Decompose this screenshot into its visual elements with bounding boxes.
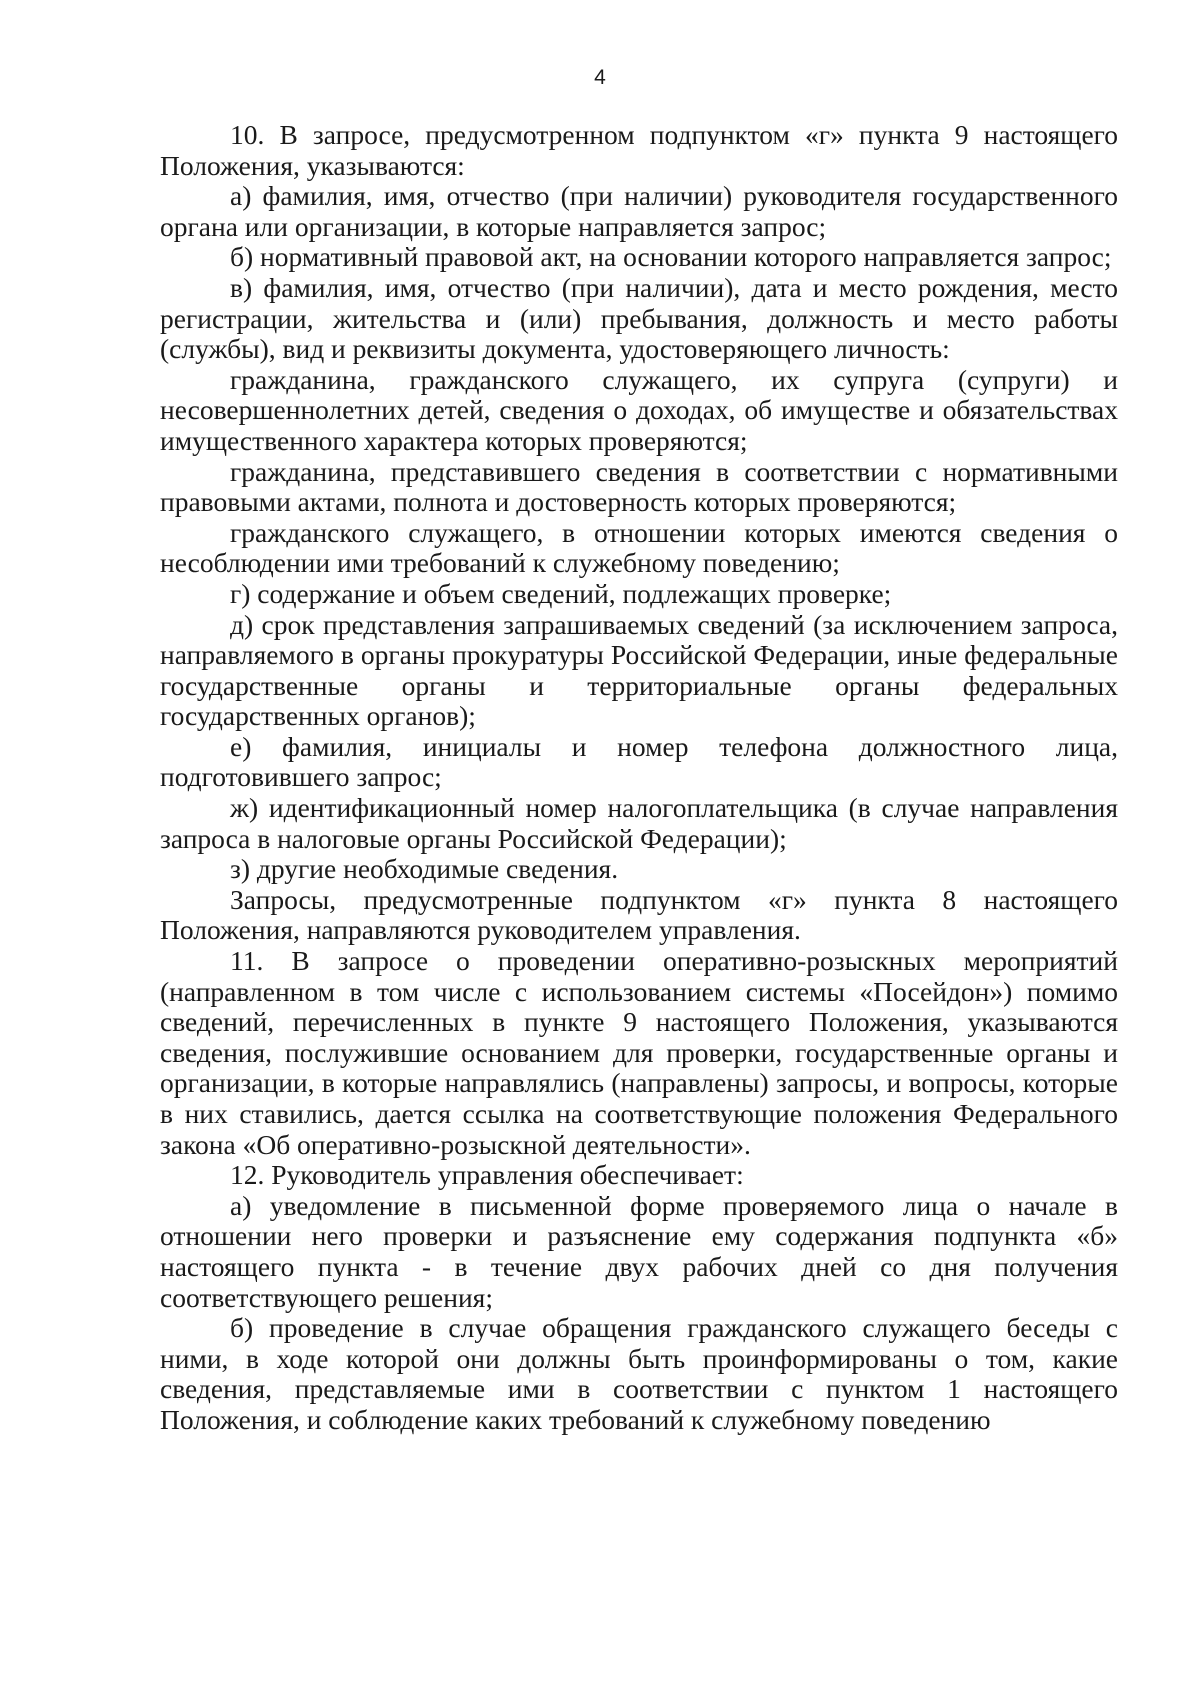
paragraph-10-d: д) срок представления запрашиваемых сведений (за исключением запроса, направляемого в органы прокуратуры Российской Федерации, иные федеральные государственные органы и территориальные органы федеральных государственных органов);: [160, 608, 1118, 732]
paragraph-10-v: в) фамилия, имя, отчество (при наличии), дата и место рождения, место регистрации, жительства и (или) пребывания, должность и место работы (службы), вид и реквизиты документа, удостоверяющего личность:: [160, 271, 1118, 365]
paragraph-10-v-citizen-info: гражданина, представившего сведения в соответствии с нормативными правовыми актами, полнота и достоверность которых проверяются;: [160, 455, 1118, 518]
paragraph-10-a: а) фамилия, имя, отчество (при наличии) руководителя государственного органа или организации, в которые направляется запрос;: [160, 180, 1118, 242]
paragraph-10-g: г) содержание и объем сведений, подлежащих проверке;: [230, 577, 892, 609]
paragraph-12-intro: 12. Руководитель управления обеспечивает:: [230, 1159, 744, 1191]
paragraph-10-zh: ж) идентификационный номер налогоплательщика (в случае направления запроса в налоговые органы Российской Федерации);: [160, 792, 1118, 854]
paragraph-10-v-citizen-spouse: гражданина, гражданского служащего, их супруга (супруги) и несовершеннолетних детей, сведения о доходах, об имуществе и обязательствах имущественного характера которых проверяются;: [160, 363, 1118, 456]
paragraph-10-b: б) нормативный правовой акт, на основании которого направляется запрос;: [230, 241, 1112, 273]
document-body: [160, 120, 1118, 1436]
paragraph-12-b: б) проведение в случае обращения гражданского служащего беседы с ними, в ходе которой они должны быть проинформированы о том, какие сведения, представляемые ими в соответствии с пунктом 1 настоящего Положения, и соблюдение каких требований к служебному поведению: [160, 1312, 1118, 1435]
paragraph-10-intro: 10. В запросе, предусмотренном подпунктом «г» пункта 9 настоящего Положения, указываются:: [160, 119, 1118, 181]
paragraph-11: 11. В запросе о проведении оперативно-розыскных мероприятий (направленном в том числе с использованием системы «Посейдон») помимо сведений, перечисленных в пункте 9 настоящего Положения, указываются сведения, послужившие основанием для проверки, государственные органы и организации, в которые направлялись (направлены) запросы, и вопросы, которые в них ставились, дается ссылка на соответствующие положения Федерального закона «Об оперативно-розыскной деятельности».: [160, 945, 1118, 1160]
paragraph-12-a: а) уведомление в письменной форме проверяемого лица о начале в отношении него проверки и разъяснение ему содержания подпункта «б» настоящего пункта - в течение двух рабочих дней со дня получения соответствующего решения;: [160, 1189, 1118, 1313]
paragraph-10-v-civil-servant: гражданского служащего, в отношении которых имеются сведения о несоблюдении ими требований к служебному поведению;: [160, 516, 1118, 579]
paragraph-10-requests: Запросы, предусмотренные подпунктом «г» пункта 8 настоящего Положения, направляются руководителем управления.: [160, 883, 1118, 946]
paragraph-10-z: з) другие необходимые сведения.: [230, 853, 619, 885]
page-number: 4: [594, 66, 606, 89]
paragraph-10-e: е) фамилия, инициалы и номер телефона должностного лица, подготовившего запрос;: [160, 730, 1118, 793]
